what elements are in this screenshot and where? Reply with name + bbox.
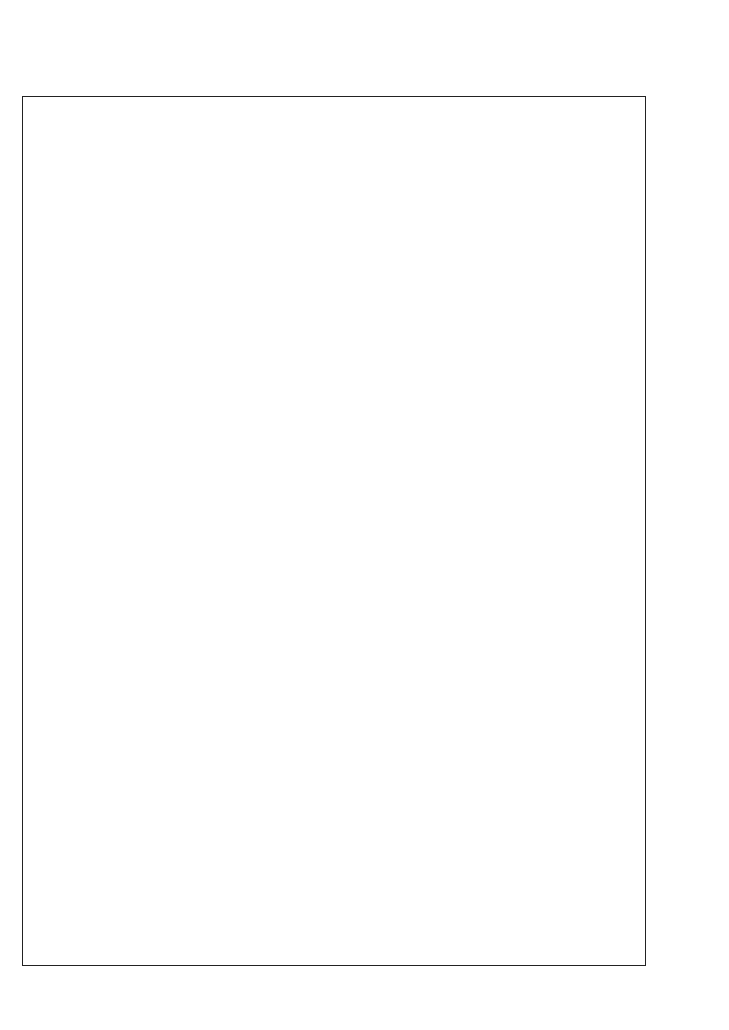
schedule-table xyxy=(22,96,646,966)
